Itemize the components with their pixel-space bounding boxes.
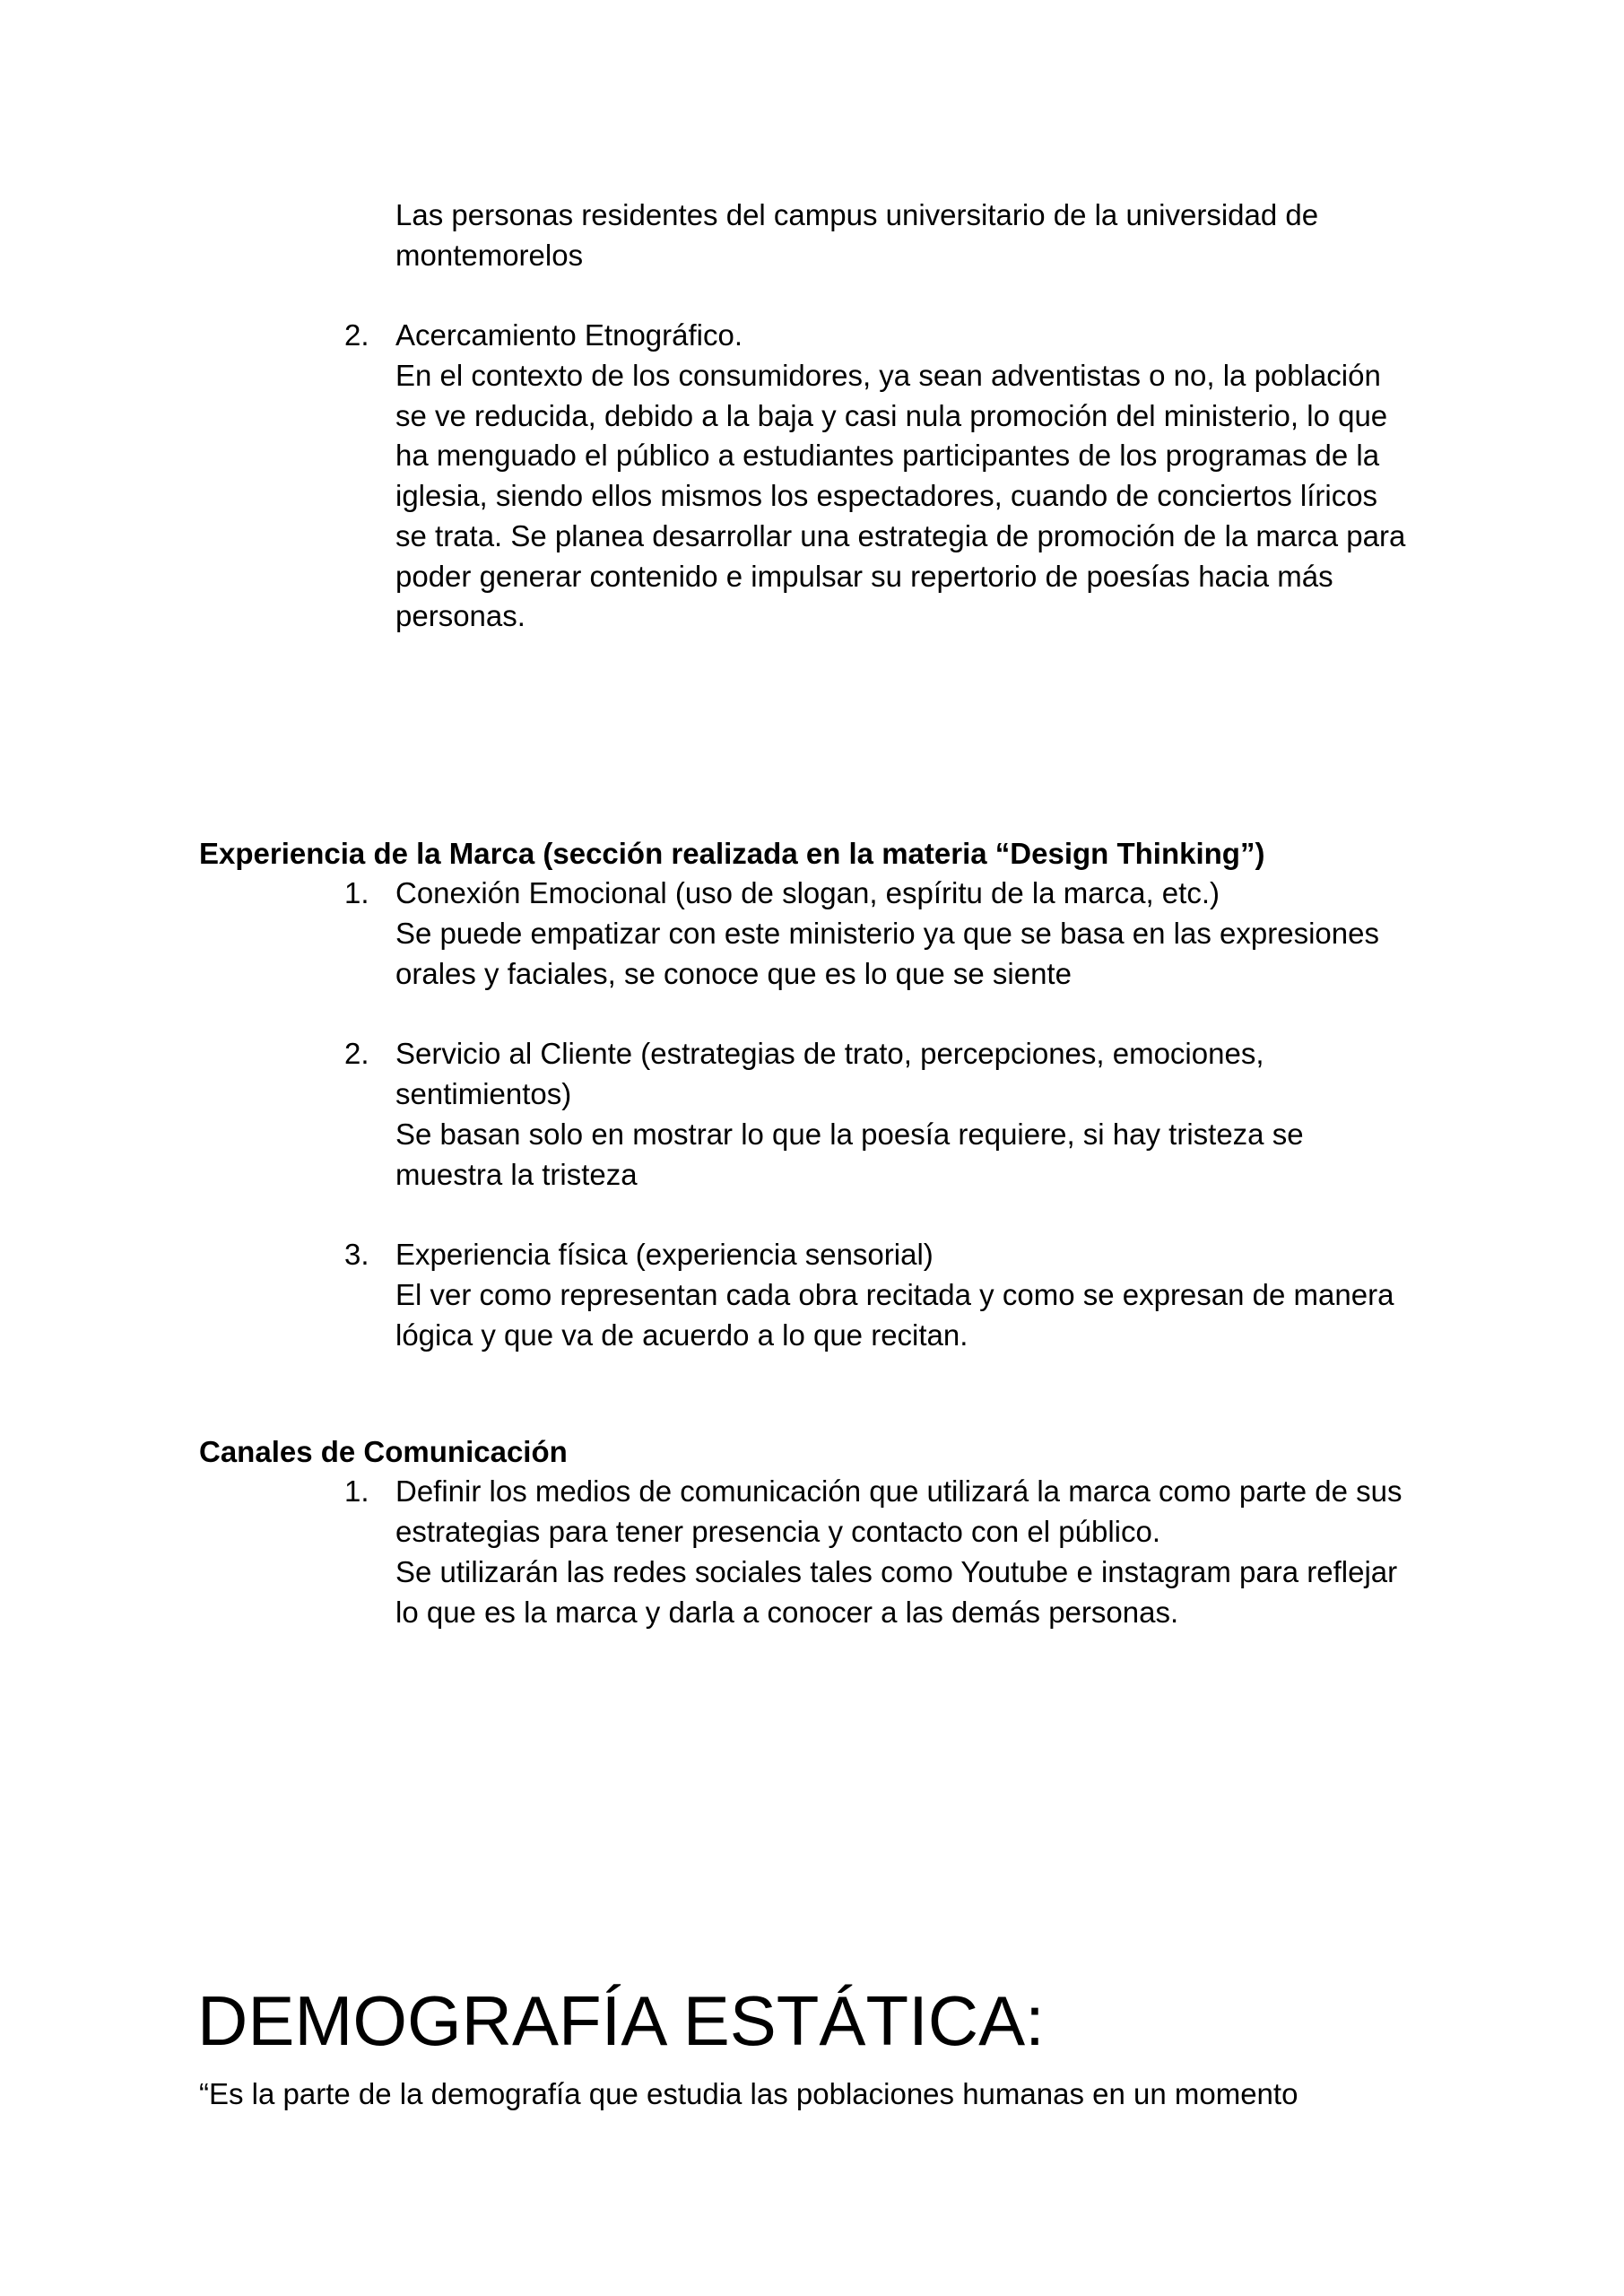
list-item-body: Se puede empatizar con este ministerio ya que se basa en las expresiones orales y faciales, se conoce que es lo que se siente bbox=[395, 917, 1379, 990]
list-number: 1. bbox=[344, 1474, 369, 1508]
list-item-title: Experiencia física (experiencia sensorial) bbox=[395, 1238, 934, 1271]
list-number: 2. bbox=[344, 1037, 369, 1070]
list-item-body: Se basan solo en mostrar lo que la poesía requiere, si hay tristeza se muestra la tristeza bbox=[395, 1118, 1304, 1191]
list-item-title: Acercamiento Etnográfico. bbox=[395, 318, 743, 352]
continuation-paragraph: Las personas residentes del campus universitario de la universidad de montemorelos bbox=[395, 198, 1319, 272]
list-number: 2. bbox=[344, 318, 369, 352]
list-item-title: Definir los medios de comunicación que utilizará la marca como parte de sus estrategias para tener presencia y contacto con el público. bbox=[395, 1474, 1403, 1548]
list-item-title: Servicio al Cliente (estrategias de trato, percepciones, emociones, sentimientos) bbox=[395, 1037, 1264, 1110]
list-item-title: Conexión Emocional (uso de slogan, espíritu de la marca, etc.) bbox=[395, 876, 1220, 909]
section-heading-experiencia: Experiencia de la Marca (sección realizada en la materia “Design Thinking”) bbox=[199, 837, 1265, 870]
list-item-body: El ver como representan cada obra recitada y como se expresan de manera lógica y que va de acuerdo a lo que recitan. bbox=[395, 1278, 1394, 1352]
section-title-demografia: DEMOGRAFÍA ESTÁTICA: bbox=[197, 1981, 1045, 2060]
list-number: 1. bbox=[344, 876, 369, 909]
list-item-body: En el contexto de los consumidores, ya sean adventistas o no, la población se ve reducida, debido a la baja y casi nula promoción del ministerio, lo que ha menguado el público a estudiantes participantes de los programas de la iglesia, siendo ellos mismos los espectadores, cuando de conciertos líricos se trata. Se planea desarrollar una estrategia de promoción de la marca para poder generar contenido e impulsar su repertorio de poesías hacia más personas. bbox=[395, 359, 1406, 633]
list-number: 3. bbox=[344, 1238, 369, 1271]
section-heading-canales: Canales de Comunicación bbox=[199, 1435, 568, 1468]
demografia-quote: “Es la parte de la demografía que estudia las poblaciones humanas en un momento bbox=[199, 2077, 1298, 2110]
list-item-body: Se utilizarán las redes sociales tales como Youtube e instagram para reflejar lo que es la marca y darla a conocer a las demás personas. bbox=[395, 1555, 1398, 1629]
